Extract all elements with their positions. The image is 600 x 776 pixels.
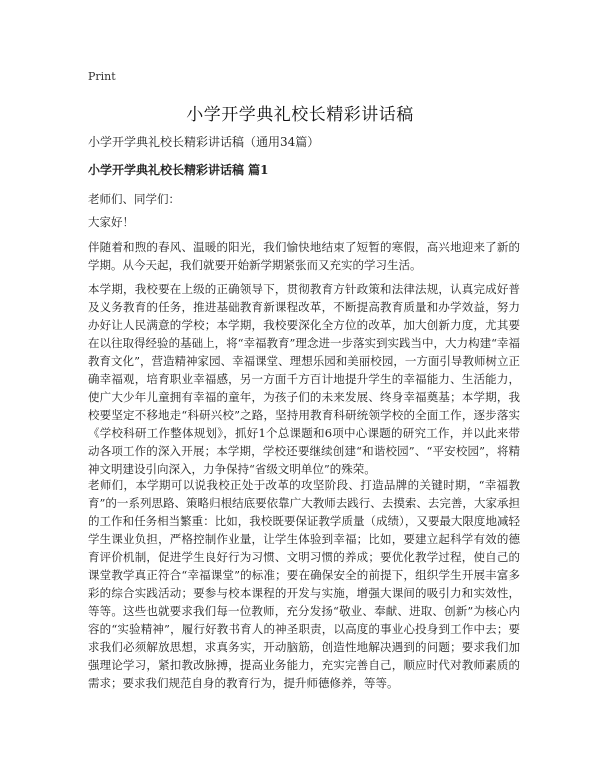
print-link[interactable]: Print — [88, 70, 116, 83]
section-heading: 小学开学典礼校长精彩讲话稿 篇1 — [88, 163, 269, 177]
paragraph-teachers: 老师们，本学期可以说我校正处于改革的攻坚阶段、打造品牌的关键时期，“幸福教育”的一系列思路、策略归根结底要依靠广大教师去践行、去摸索、去完善，大家承担的工作和任务相当繁重：比如，我校既要保证教学质量（成绩），又要最大限度地减轻学生课业负担，严格控制作业量，让学生体验到幸福；比如，要建立起科学有效的德育评价机制，促进学生良好行为习惯、文明习惯的养成；要优化教学过程，使自己的课堂教学真正符合“幸福课堂”的标准；要在确保安全的前提下，组织学生开展丰富多彩的综合实践活动；要参与校本课程的开发与实施，增强大课间的吸引力和实效性，等等。这些也就要求我们每一位教师，充分发扬“敬业、奉献、进取、创新”为核心内容的“实验精神”，履行好教书育人的神圣职责，以高度的事业心投身到工作中去；要求我们必须解放思想，求真务实，开动脑筋，创造性地解决遇到的问题；要求我们加强理论学习，紧扣教改脉搏，提高业务能力，充实完善自己，顺应时代对教师素质的需求；要求我们规范自身的教育行为，提升师德修养，等等。 — [88, 478, 520, 690]
paragraph-semester-plan: 本学期，我校要在上级的正确领导下，贯彻教育方针政策和法律法规，认真完成好普及义务教育的任务，推进基础教育新课程改革，不断提高教育质量和办学效益，努力办好让人民满意的学校；本学期，我校要深化全方位的改革，加大创新力度，尤其要在以往取得经验的基础上，将“幸福教育”理念进一步落实到实践当中，大力构建“幸福教育文化”，营造精神家园、幸福课堂、理想乐园和美丽校园，一方面引导教师树立正确幸福观，培育职业幸福感，另一方面千方百计地提升学生的幸福能力、生活能力，使广大少年儿童拥有幸福的童年，为孩子们的未来发展、终身幸福奠基；本学期，我校要坚定不移地走“科研兴校”之路，坚持用教育科研统领学校的全面工作，逐步落实《学校科研工作整体规划》，抓好1个总课题和6项中心课题的研究工作，并以此来带动各项工作的深入开展；本学期，学校还要继续创建“和谐校园”、“平安校园”，将精神文明建设引向深入，力争保持“省级文明单位”的殊荣。 — [88, 282, 520, 476]
page-title: 小学开学典礼校长精彩讲话稿 — [186, 105, 414, 125]
paragraph-intro: 伴随着和煦的春风、温暖的阳光，我们愉快地结束了短暂的寒假，高兴地迎来了新的学期。从今天起，我们就要开始新学期紧张而又充实的学习生活。 — [88, 240, 520, 272]
paragraph-hello: 大家好！ — [88, 215, 134, 229]
paragraph-greeting: 老师们、同学们： — [88, 192, 180, 206]
document-subtitle: 小学开学典礼校长精彩讲话稿（通用34篇） — [88, 135, 320, 149]
